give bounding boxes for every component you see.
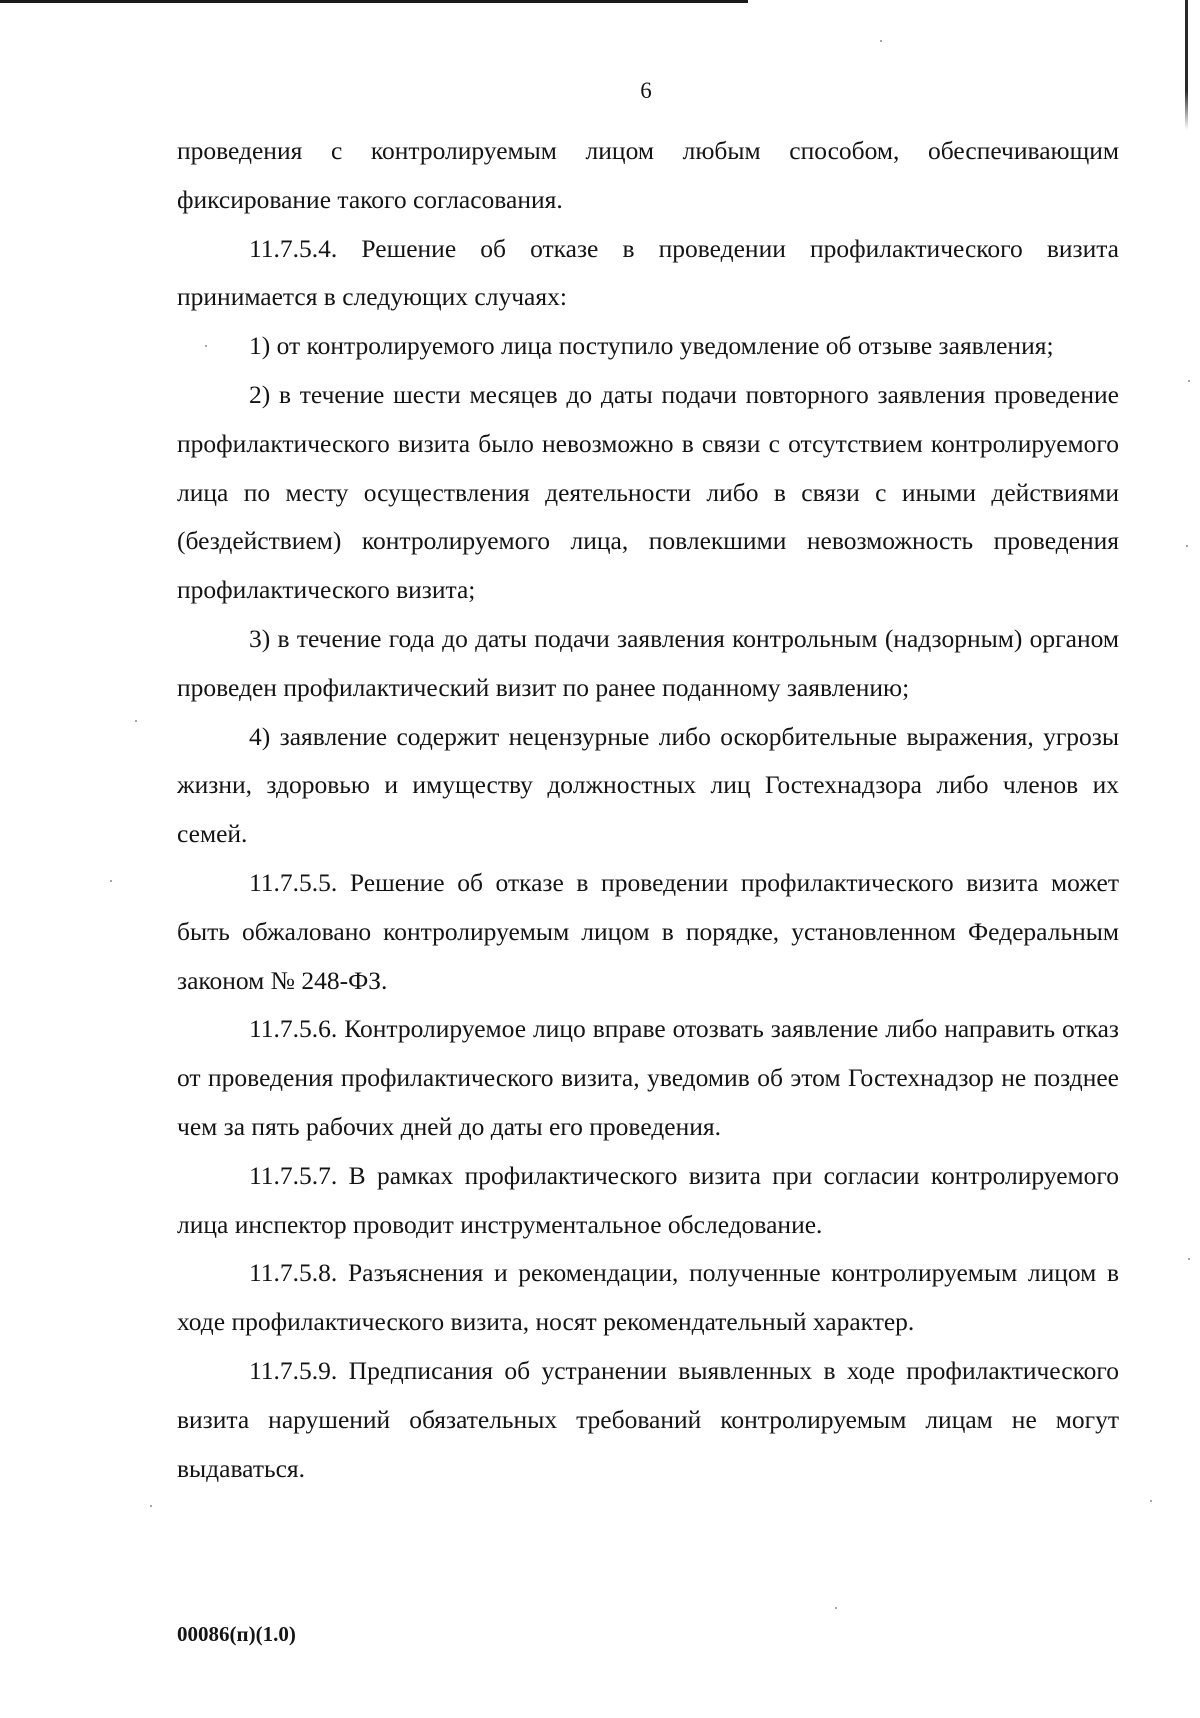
top-scan-edge <box>0 0 748 3</box>
list-item-3: 3) в течение года до даты подачи заявления контрольным (надзорным) органом проведен профилактический визит по ранее поданному заявлению; <box>177 623 1119 702</box>
scan-speck <box>150 1505 152 1507</box>
list-item-1: 1) от контролируемого лица поступило уведомление об отзыве заявления; <box>249 331 1054 361</box>
paragraph-11-7-5-4: 11.7.5.4. Решение об отказе в проведении профилактического визита принимается в следующих случаях: <box>177 233 1119 312</box>
paragraph-continuation: проведения с контролируемым лицом любым способом, обеспечивающим фиксирование такого согласования. <box>177 136 1119 214</box>
scan-speck <box>1188 1258 1190 1260</box>
scan-speck <box>205 345 207 347</box>
paragraph-11-7-5-8: 11.7.5.8. Разъяснения и рекомендации, полученные контролируемым лицом в ходе профилактического визита, носят рекомендательный характер. <box>177 1258 1119 1337</box>
right-scan-edge <box>1185 0 1188 130</box>
paragraph-11-7-5-9: 11.7.5.9. Предписания об устранении выявленных в ходе профилактического визита нарушений обязательных требований контролируемым лицам не могут выдаваться. <box>177 1355 1119 1483</box>
list-item-4: 4) заявление содержит нецензурные либо оскорбительные выражения, угрозы жизни, здоровью и имуществу должностных лиц Гостехнадзора либо членов их семей. <box>177 721 1119 849</box>
scan-speck <box>880 40 882 42</box>
scan-speck <box>1186 545 1188 547</box>
scan-speck <box>835 1607 837 1609</box>
paragraph-11-7-5-5: 11.7.5.5. Решение об отказе в проведении профилактического визита может быть обжаловано контролируемым лицом в порядке, установленном Федеральным законом № 248-ФЗ. <box>177 867 1119 995</box>
list-item-2: 2) в течение шести месяцев до даты подачи повторного заявления проведение профилактического визита было невозможно в связи с отсутствием контролируемого лица по месту осуществления деятельности либо в связи с иными действиями (бездействием) контролируемого лица, повлекшими невозможность проведения профилактического визита; <box>177 379 1119 605</box>
scan-speck <box>110 880 112 882</box>
document-code: 00086(п)(1.0) <box>177 1622 296 1646</box>
page-number: 6 <box>640 78 652 103</box>
paragraph-11-7-5-7: 11.7.5.7. В рамках профилактического визита при согласии контролируемого лица инспектор проводит инструментальное обследование. <box>177 1160 1119 1239</box>
scan-speck <box>1150 1500 1152 1502</box>
document-body <box>177 127 1119 1493</box>
scan-speck <box>1188 380 1190 382</box>
scan-speck <box>135 720 137 722</box>
paragraph-11-7-5-6: 11.7.5.6. Контролируемое лицо вправе отозвать заявление либо направить отказ от проведения профилактического визита, уведомив об этом Гостехнадзор не позднее чем за пять рабочих дней до даты его проведения. <box>177 1014 1119 1141</box>
